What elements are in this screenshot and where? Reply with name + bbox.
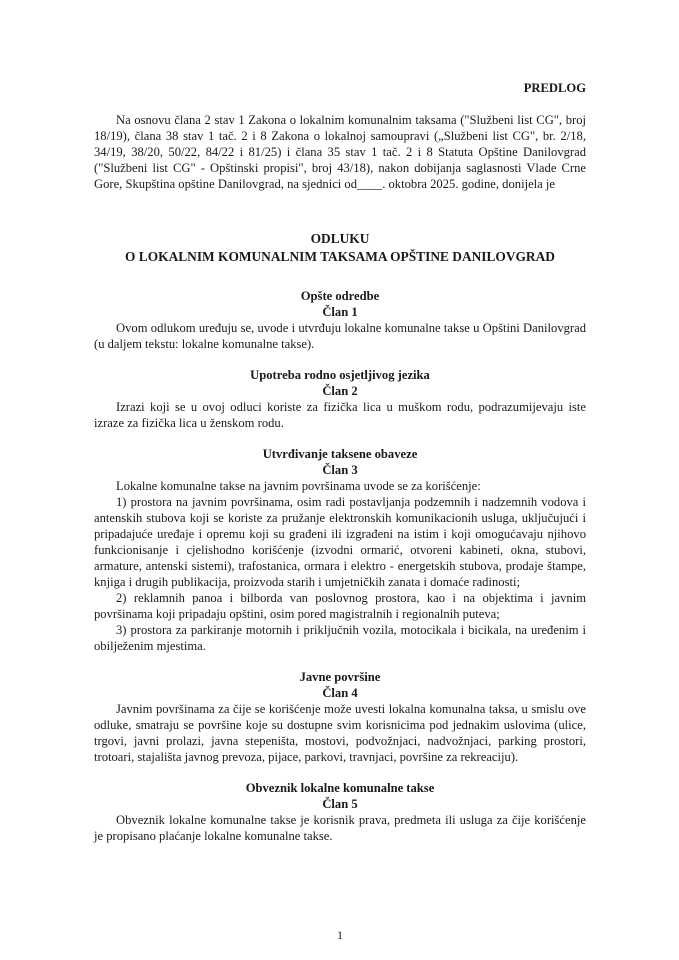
article-paragraph: Javnim površinama za čije se korišćenje može uvesti lokalna komunalna taksa, u smislu ove odluke, smatraju se površine koje su dostupne svim korisnicima pod jednakim uslovima (ulice, trgovi, javni prolazi, javna stepeništa, mostovi, podvožnjaci, nadvožnjaci, parking prostori, trotoari, stajališta javnog prevoza, pijace, parkovi, travnjaci, površine za rekreaciju).	[94, 702, 586, 764]
article-number: Član 5	[322, 797, 358, 811]
article-heading: Upotreba rodno osjetljivog jezika	[250, 368, 430, 382]
document-body	[94, 112, 586, 844]
document-title: ODLUKU	[310, 231, 370, 246]
proposal-label: PREDLOG	[523, 81, 586, 95]
document-subtitle: O LOKALNIM KOMUNALNIM TAKSAMA OPŠTINE DANILOVGRAD	[125, 249, 555, 264]
article-paragraph: Izrazi koji se u ovoj odluci koriste za fizička lica u muškom rodu, podrazumijevaju iste izraze za fizička lica u ženskom rodu.	[94, 400, 586, 430]
article-heading: Utvrđivanje taksene obaveze	[262, 447, 418, 461]
article-number: Član 3	[322, 463, 358, 477]
article-paragraph: Obveznik lokalne komunalne takse je korisnik prava, predmeta ili usluga za čije korišćenje je propisano plaćanje lokalne komunalne takse.	[94, 813, 586, 843]
article-number: Član 1	[322, 305, 358, 319]
article-number: Član 2	[322, 384, 358, 398]
article-heading: Javne površine	[299, 670, 381, 684]
article-paragraph: Ovom odlukom uređuju se, uvode i utvrđuju lokalne komunalne takse u Opštini Danilovgrad (u daljem tekstu: lokalne komunalne takse).	[94, 321, 586, 351]
article-paragraph: 3) prostora za parkiranje motornih i priključnih vozila, motocikala i bicikala, na uređenim i obilježenim mjestima.	[94, 623, 586, 653]
page-number: 1	[337, 928, 343, 942]
article-heading: Opšte odredbe	[300, 289, 380, 303]
preamble: Na osnovu člana 2 stav 1 Zakona o lokalnim komunalnim taksama ("Službeni list CG", broj 18/19), člana 38 stav 1 tač. 2 i 8 Zakona o lokalnoj samoupravi („Službeni list CG", br. 2/18, 34/19, 38/20, 50/22, 84/22 i 81/25) i člana 35 stav 1 tač. 2 i 8 Statuta Opštine Danilovgrad ("Službeni list CG" - Opštinski propisi", broj 43/18), nakon dobijanja saglasnosti Vlade Crne Gore, Skupština opštine Danilovgrad, na sjednici od____. oktobra 2025. godine, donijela je	[94, 113, 586, 191]
article-paragraph: Lokalne komunalne takse na javnim površinama uvode se za korišćenje:	[116, 479, 481, 493]
article-number: Član 4	[322, 686, 358, 700]
article-paragraph: 2) reklamnih panoa i bilborda van poslovnog prostora, kao i na objektima i javnim površinama koji pripadaju opštini, osim pored magistralnih i regionalnih puteva;	[94, 591, 586, 621]
article-paragraph: 1) prostora na javnim površinama, osim radi postavljanja podzemnih i nadzemnih vodova i antenskih stubova koji se koriste za pružanje elektronskih komunikacionih usluga, uključujući i pripadajuće uređaje i opremu koji su građeni ili izgrađeni na istim i koji omogućavaju njihovo funkcionisanje i cjelishodno korišćenje (izvodni ormarić, otvoreni kabineti, okna, stubovi, armature, antenski sistemi), trafostanica, ormara i elektro - energetskih stubova, prodaje štampe, knjiga i drugih publikacija, proizvoda starih i umjetničkih zanata i domaće radinosti;	[94, 495, 586, 589]
article-heading: Obveznik lokalne komunalne takse	[245, 781, 435, 795]
